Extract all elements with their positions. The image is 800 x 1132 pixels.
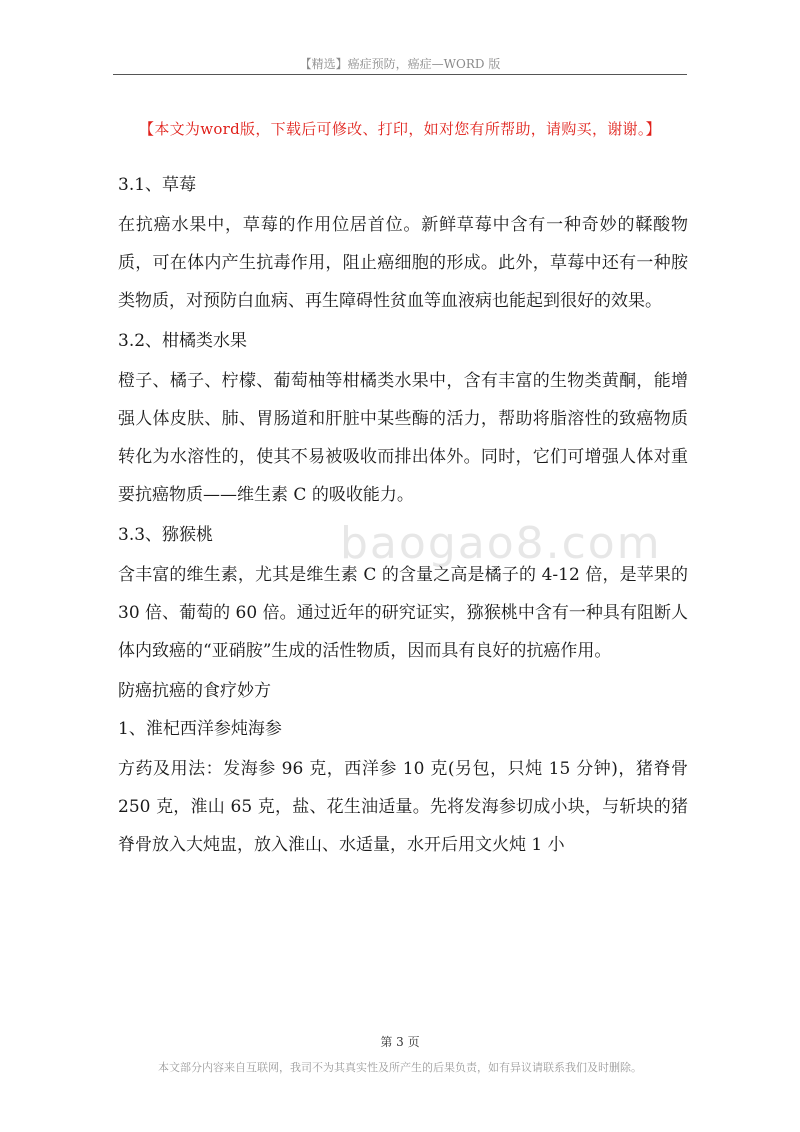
purchase-notice: 【本文为word版，下载后可修改、打印，如对您有所帮助，请购买，谢谢。】 — [139, 120, 661, 138]
paragraph-strawberry: 在抗癌水果中，草莓的作用位居首位。新鲜草莓中含有一种奇妙的鞣酸物质，可在体内产生抗毒作用，阻止癌细胞的形成。此外，草莓中还有一种胺类物质，对预防白血病、再生障碍性贫血等血液病也能起到很好的效果。 — [118, 215, 688, 311]
paragraph-citrus: 橙子、橘子、柠檬、葡萄柚等柑橘类水果中，含有丰富的生物类黄酮，能增强人体皮肤、肺、胃肠道和肝脏中某些酶的活力，帮助将脂溶性的致癌物质转化为水溶性的，使其不易被吸收而排出体外。同时，它们可增强人体对重要抗癌物质——维生素 C 的吸收能力。 — [118, 371, 688, 505]
header-divider — [113, 74, 687, 75]
page-footer: 本文部分内容来自互联网，我司不为其真实性及所产生的后果负责，如有异议请联系我们及时删除。 — [158, 1061, 642, 1074]
recipe-heading-1: 1、淮杞西洋参炖海参 — [118, 719, 282, 739]
section-heading-citrus: 3.2、柑橘类水果 — [118, 331, 248, 351]
section-heading-kiwi: 3.3、猕猴桃 — [118, 525, 214, 545]
paragraph-kiwi: 含丰富的维生素，尤其是维生素 C 的含量之高是橘子的 4-12 倍，是苹果的 30 倍、葡萄的 60 倍。通过近年的研究证实，猕猴桃中含有一种具有阻断人体内致癌的“亚硝胺”生成的活性物质，因而具有良好的抗癌作用。 — [118, 565, 688, 661]
section-heading-recipes: 防癌抗癌的食疗妙方 — [118, 681, 271, 701]
paragraph-recipe-1: 方药及用法：发海参 96 克，西洋参 10 克(另包，只炖 15 分钟)，猪脊骨 250 克，淮山 65 克，盐、花生油适量。先将发海参切成小块，与斩块的猪脊骨放入大炖盅，放入淮山、水适量，水开后用文火炖 1 小 — [118, 759, 688, 855]
section-heading-strawberry: 3.1、草莓 — [118, 175, 197, 195]
page-number: 第 3 页 — [380, 1035, 420, 1049]
page-header: 【精选】癌症预防，癌症—WORD 版 — [299, 57, 501, 71]
watermark: baogao8.com — [340, 518, 662, 569]
